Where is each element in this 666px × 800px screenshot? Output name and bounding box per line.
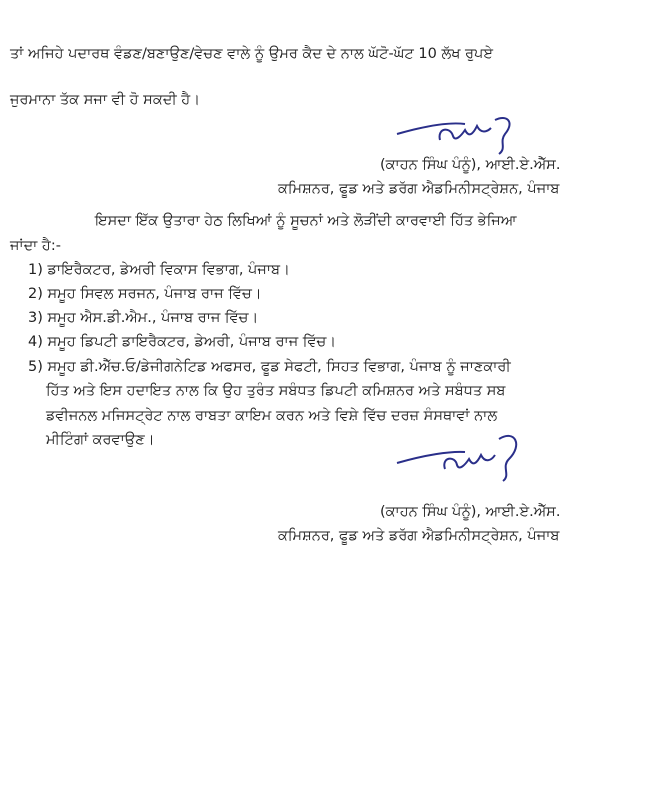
recipient-item — [28, 286, 262, 302]
signature-image — [395, 112, 525, 160]
item-text: ਸਮੂਹ ਡੀ.ਐੱਚ.ਓ/ਡੇਜੀਗਨੇਟਿਡ ਅਫਸਰ, ਫੂਡ ਸੇਫਟੀ, ਸਿਹਤ ਵਿਭਾਗ, ਪੰਜਾਬ ਨੂੰ ਜਾਣਕਾਰੀ — [47, 359, 511, 375]
item-text-continued: ਹਿੱਤ ਅਤੇ ਇਸ ਹਦਾਇਤ ਨਾਲ ਕਿ ਉਹ ਤੁਰੰਤ ਸਬੰਧਤ ਡਿਪਟੀ ਕਮਿਸ਼ਨਰ ਅਤੇ ਸਬੰਧਤ ਸਬ — [46, 383, 506, 399]
item-number: 5) — [28, 359, 43, 375]
copy-intro-line: ਜਾਂਦਾ ਹੈ:- — [10, 238, 61, 254]
item-text: ਸਮੂਹ ਡਿਪਟੀ ਡਾਇਰੈਕਟਰ, ਡੇਅਰੀ, ਪੰਜਾਬ ਰਾਜ ਵਿੱਚ। — [47, 334, 337, 350]
item-text: ਸਮੂਹ ਐਸ.ਡੀ.ਐਮ., ਪੰਜਾਬ ਰਾਜ ਵਿੱਚ। — [47, 310, 259, 326]
recipient-item — [28, 262, 290, 278]
recipient-item — [28, 310, 258, 326]
recipient-item — [28, 334, 336, 350]
signatory-name: (ਕਾਹਨ ਸਿੰਘ ਪੰਨੂੰ), ਆਈ.ਏ.ਐੱਸ. — [380, 157, 561, 173]
item-text: ਸਮੂਹ ਸਿਵਲ ਸਰਜਨ, ਪੰਜਾਬ ਰਾਜ ਵਿੱਚ। — [47, 286, 262, 302]
signatory-title: ਕਮਿਸ਼ਨਰ, ਫੂਡ ਅਤੇ ਡਰੱਗ ਐਡਮਿਨੀਸਟ੍ਰੇਸ਼ਨ, ਪੰਜਾਬ — [278, 181, 560, 197]
item-number: 3) — [28, 310, 43, 326]
item-number: 2) — [28, 286, 43, 302]
paragraph-line: ਜੁਰਮਾਨਾ ਤੱਕ ਸਜਾ ਵੀ ਹੋ ਸਕਦੀ ਹੈ। — [10, 92, 200, 108]
signatory-name: (ਕਾਹਨ ਸਿੰਘ ਪੰਨੂੰ), ਆਈ.ਏ.ਐੱਸ. — [380, 504, 561, 520]
item-number: 4) — [28, 334, 43, 350]
item-text: ਡਾਇਰੈਕਟਰ, ਡੇਅਰੀ ਵਿਕਾਸ ਵਿਭਾਗ, ਪੰਜਾਬ। — [47, 262, 290, 278]
item-text-continued: ਮੀਟਿੰਗਾਂ ਕਰਵਾਉਣ। — [46, 432, 155, 448]
item-number: 1) — [28, 262, 43, 278]
signatory-title: ਕਮਿਸ਼ਨਰ, ਫੂਡ ਅਤੇ ਡਰੱਗ ਐਡਮਿਨੀਸਟ੍ਰੇਸ਼ਨ, ਪੰਜਾਬ — [278, 528, 560, 544]
item-text-continued: ਡਵੀਜਨਲ ਮਜਿਸਟ੍ਰੇਟ ਨਾਲ ਰਾਬਤਾ ਕਾਇਮ ਕਰਨ ਅਤੇ ਵਿਸ਼ੇ ਵਿੱਚ ਦਰਜ਼ ਸੰਸਥਾਵਾਂ ਨਾਲ — [46, 408, 498, 424]
recipient-item — [28, 359, 511, 375]
signature-image — [395, 425, 535, 485]
copy-intro-line: ਇਸਦਾ ਇੱਕ ਉਤਾਰਾ ਹੇਠ ਲਿਖਿਆਂ ਨੂੰ ਸੂਚਨਾਂ ਅਤੇ ਲੋੜੀਂਦੀ ਕਾਰਵਾਈ ਹਿੱਤ ਭੇਜਿਆ — [95, 213, 517, 229]
paragraph-line: ਤਾਂ ਅਜਿਹੇ ਪਦਾਰਥ ਵੰਡਣ/ਬਣਾਉਣ/ਵੇਚਣ ਵਾਲੇ ਨੂੰ ਉਮਰ ਕੈਦ ਦੇ ਨਾਲ ਘੱਟੋ-ਘੱਟ 10 ਲੱਖ ਰੁਪਏ — [10, 46, 494, 62]
